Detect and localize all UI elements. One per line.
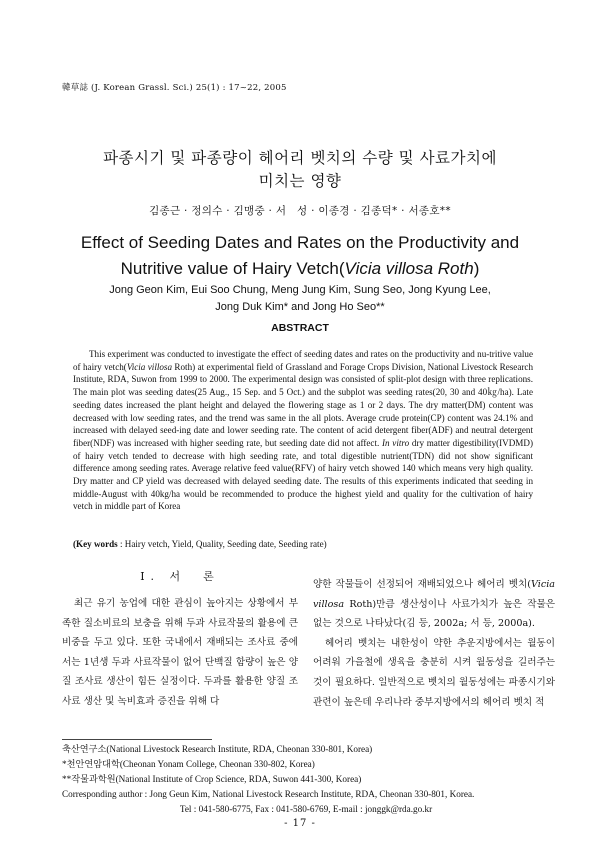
- abstract-in-vitro: In vitro: [382, 437, 410, 448]
- abstract-heading: ABSTRACT: [271, 322, 329, 334]
- abstract-text-3: dry matter digestibility(IVDMD) of hairy vetch tended to decrease with high seeding rate, and total digestible nutrient(TDN) did not show significant difference among seeding rates. Average relative feed value(RFV) of hairy vetch showed 140 which means very high quality. Dry matter and CP yield was decreased with delayed seeding date. The results of this experiments indicated that seeding in middle-August with 40kg/ha would be recommended to produce the highest yield and quality for the cultivation of hairy vetch in middle part of Korea: [73, 437, 533, 512]
- footnote-corresponding-author: Corresponding author : Jong Geun Kim, National Livestock Research Institute, RDA, Cheonan 330-801, Korea.: [62, 789, 475, 799]
- right-column-p1a: 양한 작물들이 선정되어 재배되었으나 헤어리 벳치(: [313, 579, 531, 590]
- english-title-post: ): [473, 259, 480, 278]
- korean-title-line-1: 파종시기 및 파종량이 헤어리 벳치의 수량 및 사료가치에: [103, 149, 497, 167]
- keywords-list: : Hairy vetch, Yield, Quality, Seeding date, Seeding rate): [117, 539, 327, 549]
- species-name: Vicia villosa Roth: [344, 259, 474, 278]
- footnote-affiliation-3: **작물과학원(National Institute of Crop Science, RDA, Suwon 441-300, Korea): [62, 774, 362, 784]
- english-authors-line-2: Jong Duk Kim* and Jong Ho Seo**: [215, 301, 385, 313]
- footnote-affiliation-1: 축산연구소(National Livestock Research Institute, RDA, Cheonan 330-801, Korea): [62, 744, 373, 754]
- page-number: - 17 -: [284, 818, 316, 829]
- right-column-text: [313, 575, 555, 712]
- keywords-label: (Key words: [73, 539, 118, 549]
- right-column-p1b: Roth)만큼 생산성이나 사료가치가 높은 작물은 없는 것으로 나타났다(김 등, 2002a; 서 등, 2000a).: [313, 598, 555, 630]
- english-authors-line-1: Jong Geon Kim, Eui Soo Chung, Meng Jung Kim, Sung Seo, Jong Kyung Lee,: [109, 284, 491, 296]
- right-column-p2: 헤어리 벳치는 내한성이 약한 추운지방에서는 월동이 어려워 가을철에 생육을 충분히 시켜 월동성을 길러주는 것이 필요하다. 일반적으로 벳치의 월동성에는 파종시기와 관련이 높은데 우리나라 중부지방에서의 헤어리 벳치 적: [313, 637, 555, 708]
- footnote-contact: Tel : 041-580-6775, Fax : 041-580-6769, E-mail : jonggk@rda.go.kr: [179, 804, 433, 814]
- right-column-species: Vicia villosa: [313, 579, 555, 610]
- korean-authors: 김종근 · 정의수 · 김맹중 · 서 성 · 이종경 · 김종덕* · 서종호**: [149, 205, 451, 217]
- footnotes: [62, 742, 550, 817]
- left-column-paragraph: 최근 유기 농업에 대한 관심이 높아지는 상황에서 부족한 질소비료의 보충을 위해 두과 사료작물의 활용에 큰 비중을 두고 있다. 또한 국내에서 재배되는 조사료 중에서는 1년생 두과 사료작물이 없어 단백질 함량이 높은 양질 조사료 생산이 힘든 실정이다. 두과를 활용한 양질 조사료 생산 및 녹비효과 증진을 위해 다: [62, 598, 298, 707]
- korean-title-line-2: 미치는 영향: [258, 172, 342, 190]
- journal-header: 韓草誌 (J. Korean Grassl. Sci.) 25(1) : 17~22, 2005: [62, 83, 287, 93]
- left-column-text: [62, 594, 298, 712]
- abstract-body: [73, 348, 533, 513]
- english-title-line-2: [0, 256, 600, 282]
- footnote-divider: [62, 739, 212, 740]
- abstract-species: Vicia villosa: [126, 361, 173, 372]
- english-title-line-1: Effect of Seeding Dates and Rates on the Productivity and: [80, 233, 520, 252]
- keywords: [73, 539, 533, 549]
- section-heading: Ⅰ. 서 론: [140, 570, 220, 583]
- abstract-text-2: Roth) at experimental field of Grassland and Forage Crops Division, National Livestock Research Institute, RDA, Suwon from 1999 to 2000. The experimental design was consisted of split-plot design with three replications. The main plot was seeding dates(25 Aug., 15 Sep. and 5 Oct.) and the subplot was seeding rates(20, 30 and 40㎏/ha). Late seeding dates increased the plant height and delayed the flowering stage as 1 or 2 days. The dry matter(DM) content was decreased with low seeding rates, and the trend was same in the all plots. Average crude protein(CP) content was 24.1% and increased with delayed seed-ing date and lower seeding rate. The content of acid detergent fiber(ADF) and neutral detergent fiber(NDF) was increased with higher seeding rate, but seeding date did not affect.: [73, 361, 533, 448]
- abstract-text-1: This experiment was conducted to investigate the effect of seeding dates and rates on the productivity and nu-tritive value of hairy vetch(: [73, 349, 533, 372]
- english-title-pre: Nutritive value of Hairy Vetch(: [120, 259, 345, 278]
- footnote-affiliation-2: *천안연암대학(Cheonan Yonam College, Cheonan 330-802, Korea): [62, 759, 315, 769]
